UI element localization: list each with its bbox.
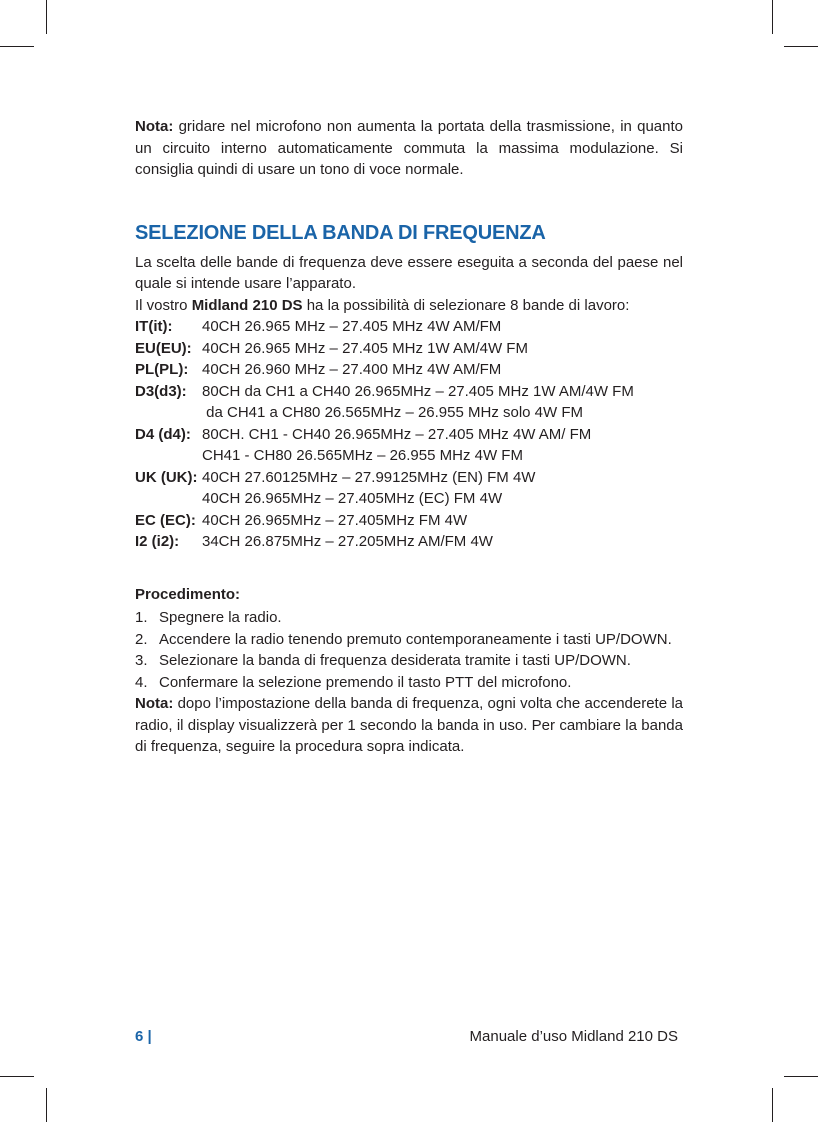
band-description: 40CH 26.965MHz – 27.405MHz FM 4W	[202, 511, 468, 529]
step-number: 1.	[135, 609, 148, 626]
band-code: D4 (d4):	[135, 425, 191, 443]
band-item	[135, 316, 683, 338]
band-description: 80CH da CH1 a CH40 26.965MHz – 27.405 MHz 1W AM/4W FM	[202, 382, 634, 400]
intro-note-text: gridare nel microfono non aumenta la portata della trasmissione, in quanto un circuito interno automaticamente commuta la massima modulazione. Si consiglia quindi di usare un tono di voce normale.	[135, 118, 683, 178]
band-item	[135, 338, 683, 360]
band-code: UK (UK):	[135, 468, 198, 486]
step-number: 2.	[135, 630, 148, 648]
band-item	[135, 424, 683, 467]
procedure-step	[135, 650, 683, 672]
step-text: Accendere la radio tenendo premuto contemporaneamente i tasti UP/DOWN.	[159, 630, 672, 648]
band-description: 40CH 26.965 MHz – 27.405 MHz 4W AM/FM	[202, 318, 502, 335]
procedure-step	[135, 672, 683, 694]
band-list	[135, 316, 683, 553]
band-item	[135, 531, 683, 553]
capability-suffix: ha la possibilità di selezionare 8 bande di lavoro:	[302, 296, 630, 314]
capability-prefix: Il vostro	[135, 296, 192, 314]
intro-note-label: Nota:	[135, 118, 174, 135]
band-description-continued: da CH41 a CH80 26.565MHz – 26.955 MHz solo 4W FM	[202, 404, 583, 421]
crop-mark-top-left-vertical	[46, 0, 47, 34]
band-description-continued: 40CH 26.965MHz – 27.405MHz (EC) FM 4W	[202, 490, 503, 507]
band-item	[135, 359, 683, 381]
procedure-title: Procedimento:	[135, 585, 241, 603]
crop-mark-top-left-horizontal	[0, 46, 34, 47]
band-description: 40CH 26.965 MHz – 27.405 MHz 1W AM/4W FM	[202, 339, 528, 357]
intro-note	[135, 116, 683, 181]
page-content	[135, 116, 683, 758]
band-code: PL(PL):	[135, 361, 189, 378]
crop-mark-bottom-right-vertical	[772, 1088, 773, 1122]
crop-mark-bottom-right-horizontal	[784, 1076, 818, 1077]
closing-note-text: dopo l’impostazione della banda di frequenza, ogni volta che accenderete la radio, il display visualizzerà per 1 secondo la banda in uso. Per cambiare la banda di frequenza, seguire la procedura sopra indicata.	[135, 695, 683, 755]
step-text: Confermare la selezione premendo il tasto PTT del microfono.	[159, 673, 572, 691]
band-code: D3(d3):	[135, 382, 187, 400]
step-number: 4.	[135, 673, 148, 691]
band-description-continued: CH41 - CH80 26.565MHz – 26.955 MHz 4W FM	[202, 447, 523, 464]
band-description: 40CH 27.60125MHz – 27.99125MHz (EN) FM 4W	[202, 468, 536, 486]
crop-mark-top-right-horizontal	[784, 46, 818, 47]
page-number: 6 |	[135, 1028, 152, 1045]
step-text: Selezionare la banda di frequenza desiderata tramite i tasti UP/DOWN.	[159, 652, 631, 669]
footer-title: Manuale d’uso Midland 210 DS	[469, 1028, 678, 1045]
band-description: 40CH 26.960 MHz – 27.400 MHz 4W AM/FM	[202, 361, 502, 378]
step-text: Spegnere la radio.	[159, 609, 282, 626]
model-name: Midland 210 DS	[191, 296, 303, 314]
section-title: SELEZIONE DELLA BANDA DI FREQUENZA	[135, 221, 546, 244]
procedure-step	[135, 607, 683, 629]
intro-paragraph: La scelta delle bande di frequenza deve essere eseguita a seconda del paese nel quale si intende usare l’apparato.	[135, 253, 683, 292]
band-code: EC (EC):	[135, 511, 196, 529]
band-code: EU(EU):	[135, 339, 192, 357]
closing-note	[135, 693, 683, 758]
band-item	[135, 510, 683, 532]
band-item	[135, 467, 683, 510]
band-code: IT(it):	[135, 318, 173, 335]
band-description: 34CH 26.875MHz – 27.205MHz AM/FM 4W	[202, 533, 493, 550]
closing-note-label: Nota:	[135, 695, 174, 712]
crop-mark-top-right-vertical	[772, 0, 773, 34]
band-description: 80CH. CH1 - CH40 26.965MHz – 27.405 MHz 4W AM/ FM	[202, 425, 592, 443]
procedure-step	[135, 629, 683, 651]
step-number: 3.	[135, 652, 148, 669]
crop-mark-bottom-left-vertical	[46, 1088, 47, 1122]
band-item	[135, 381, 683, 424]
band-code: I2 (i2):	[135, 533, 180, 550]
capability-line	[135, 295, 683, 317]
procedure-steps	[135, 607, 683, 693]
crop-mark-bottom-left-horizontal	[0, 1076, 34, 1077]
